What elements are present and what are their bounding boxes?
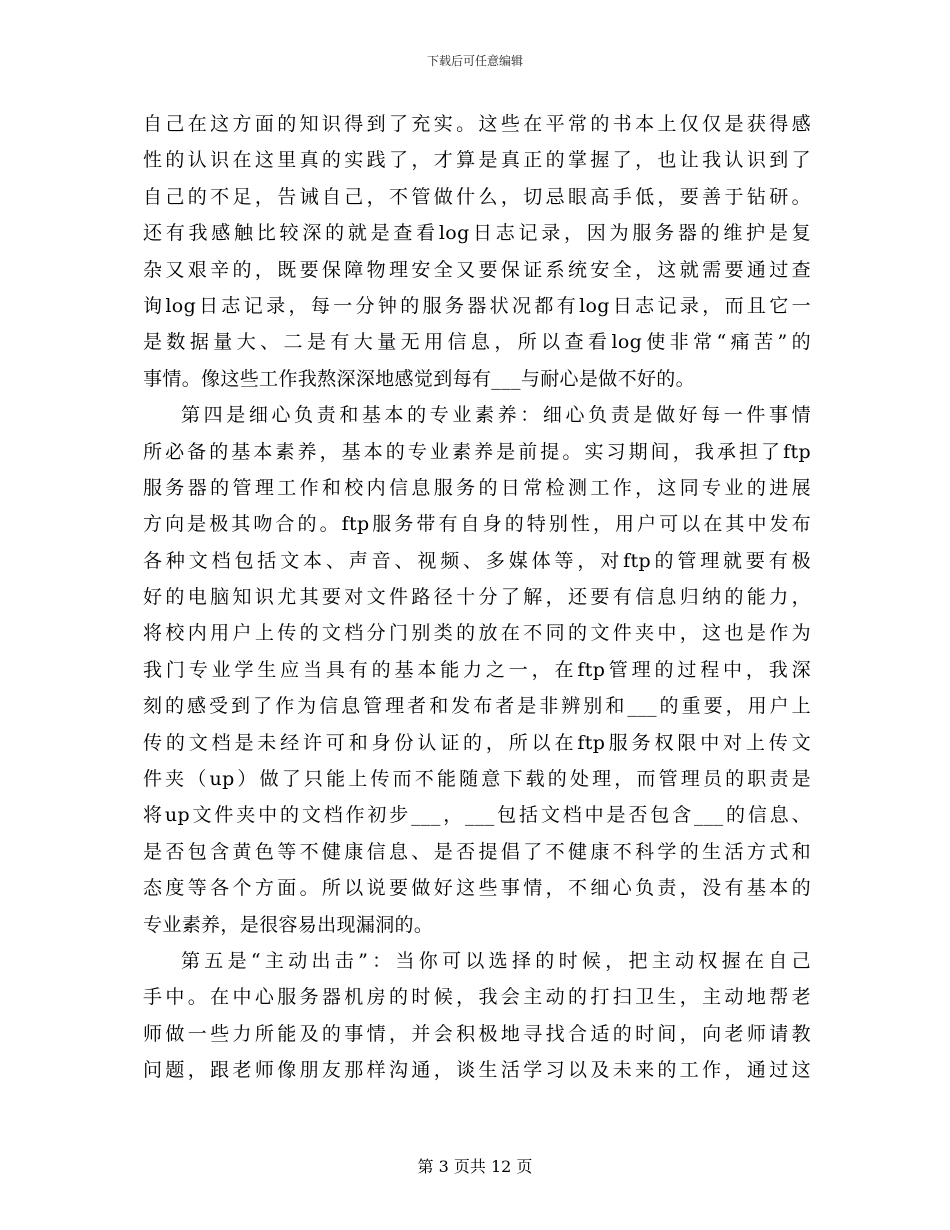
text-line: 是数据量大、二是有大量无用信息，所以查看log使非常“痛苦”的: [143, 331, 811, 354]
text-line: 传的文档是未经许可和身份认证的，所以在ftp服务权限中对上传文: [143, 731, 811, 754]
text-line: 自己在这方面的知识得到了充实。这些在平常的书本上仅仅是获得感: [143, 113, 811, 135]
text-line: 专业素养，是很容易出现漏洞的。: [143, 913, 434, 936]
text-line: 问题，跟老师像朋友那样沟通，谈生活学习以及未来的工作，通过这: [143, 1059, 811, 1082]
document-body: [143, 106, 811, 1089]
paragraph-first-line: 第五是“主动出击”：当你可以选择的时候，把主动权握在自己: [181, 949, 811, 972]
page-number: 第 3 页共 12 页: [417, 1157, 533, 1176]
text-line: 刻的感受到了作为信息管理者和发布者是非辨别和___的重要，用户上: [143, 695, 811, 718]
text-line: 各种文档包括文本、声音、视频、多媒体等，对ftp的管理就要有极: [143, 549, 811, 572]
text-line: 杂又艰辛的，既要保障物理安全又要保证系统安全，这就需要通过查: [143, 258, 811, 281]
text-line: 件夹（up）做了只能上传而不能随意下载的处理，而管理员的职责是: [143, 768, 811, 791]
text-line: 我门专业学生应当具有的基本能力之一，在ftp管理的过程中，我深: [143, 658, 811, 681]
text-line: 是否包含黄色等不健康信息、是否提倡了不健康不科学的生活方式和: [143, 840, 811, 863]
paragraph-first-line: 第四是细心负责和基本的专业素养：细心负责是做好每一件事情: [181, 404, 811, 427]
text-line: 性的认识在这里真的实践了，才算是真正的掌握了，也让我认识到了: [143, 149, 811, 172]
text-line: 自己的不足，告诫自己，不管做什么，切忌眼高手低，要善于钻研。: [143, 185, 811, 208]
text-line: 师做一些力所能及的事情，并会积极地寻找合适的时间，向老师请教: [143, 1022, 811, 1045]
page-header: 下载后可任意编辑: [426, 54, 523, 68]
text-line: 还有我感触比较深的就是查看log日志记录，因为服务器的维护是复: [143, 222, 811, 245]
text-line: 所必备的基本素养，基本的专业素养是前提。实习期间，我承担了ftp: [143, 440, 811, 463]
text-line: 将校内用户上传的文档分门别类的放在不同的文件夹中，这也是作为: [143, 622, 811, 645]
text-line: 询log日志记录，每一分钟的服务器状况都有log日志记录，而且它一: [143, 294, 811, 317]
text-line: 态度等各个方面。所以说要做好这些事情，不细心负责，没有基本的: [143, 877, 811, 900]
text-line: 方向是极其吻合的。ftp服务带有自身的特别性，用户可以在其中发布: [143, 513, 811, 536]
text-line: 服务器的管理工作和校内信息服务的日常检测工作，这同专业的进展: [143, 476, 811, 499]
text-line: 手中。在中心服务器机房的时候，我会主动的打扫卫生，主动地帮老: [143, 986, 811, 1009]
text-line: 好的电脑知识尤其要对文件路径十分了解，还要有信息归纳的能力，: [143, 586, 811, 609]
text-line: 事情。像这些工作我熬深深地感觉到每有___与耐心是做不好的。: [143, 367, 696, 390]
text-line: 将up文件夹中的文档作初步___，___包括文档中是否包含___的信息、: [143, 804, 811, 827]
